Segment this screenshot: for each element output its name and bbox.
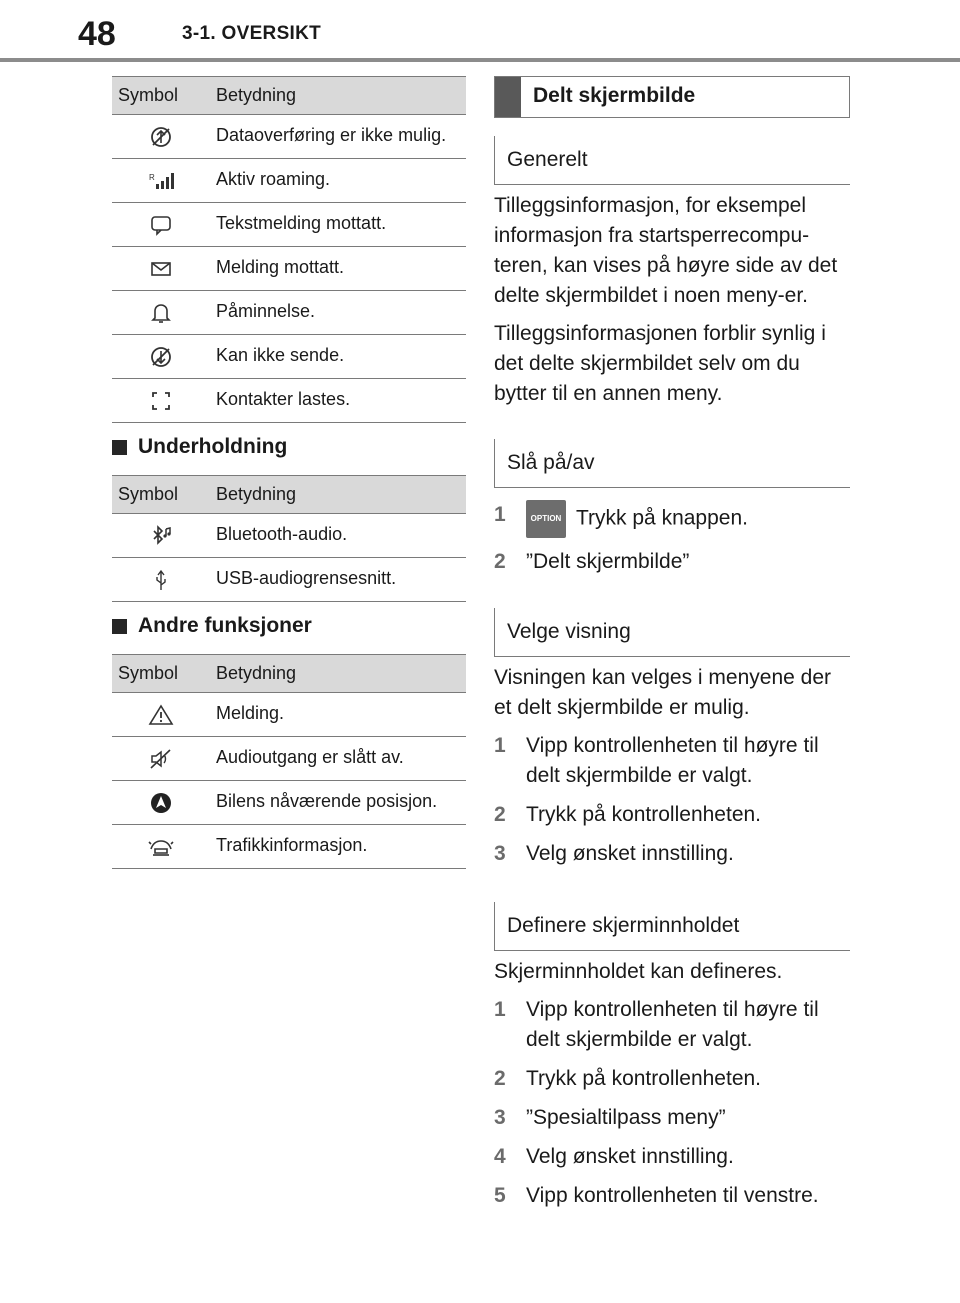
main-heading-split-screen <box>494 76 850 118</box>
step-item <box>494 500 850 538</box>
table-row <box>112 335 466 379</box>
row-meaning: Dataoverføring er ikke mulig. <box>210 115 466 159</box>
step-number: 3 <box>494 1106 506 1129</box>
step-number: 2 <box>494 1067 506 1090</box>
step-text: Vipp kontrollenheten til venstre. <box>526 1184 819 1207</box>
header-rule <box>0 58 960 62</box>
step-item <box>494 995 850 1055</box>
text-message-icon <box>112 203 210 247</box>
col-header-symbol: Symbol <box>112 476 210 514</box>
symbol-table-entertainment <box>112 475 466 602</box>
step-number: 1 <box>494 734 506 757</box>
row-meaning: Aktiv roaming. <box>210 159 466 203</box>
table-row <box>112 203 466 247</box>
paragraph: Tilleggsinformasjon, for eksempel informasjon fra startsperrecompu-teren, kan vises på høyre side av det delte skjermbildet i noen meny-er. <box>494 194 838 307</box>
step-text: Velg ønsket innstilling. <box>526 842 734 865</box>
step-number: 1 <box>494 503 506 526</box>
vehicle-position-icon <box>112 781 210 825</box>
roaming-signal-icon <box>112 159 210 203</box>
step-text: ”Spesialtilpass meny” <box>526 1106 726 1129</box>
row-meaning: Trafikkinformasjon. <box>210 825 466 869</box>
row-meaning: Melding mottatt. <box>210 247 466 291</box>
traffic-info-icon <box>112 825 210 869</box>
step-item <box>494 1142 850 1172</box>
square-bullet-icon <box>112 440 127 455</box>
section-title: 3-1. OVERSIKT <box>182 23 322 44</box>
step-item <box>494 547 850 577</box>
step-text: Vipp kontrollenheten til høyre til delt skjermbilde er valgt. <box>526 734 819 787</box>
row-meaning: Tekstmelding mottatt. <box>210 203 466 247</box>
heading-text: Underholdning <box>138 435 288 458</box>
heading-text: Delt skjermbilde <box>533 84 696 107</box>
symbol-table-communication <box>112 76 466 423</box>
row-meaning: Kontakter lastes. <box>210 379 466 423</box>
table-row <box>112 115 466 159</box>
paragraph: Visningen kan velges i menyene der et delt skjermbilde er mulig. <box>494 666 831 719</box>
svg-text:R: R <box>149 173 155 183</box>
row-meaning: Bluetooth-audio. <box>210 514 466 558</box>
row-meaning: Påminnelse. <box>210 291 466 335</box>
step-text: Trykk på kontrollenheten. <box>526 1067 762 1090</box>
bluetooth-audio-icon <box>112 514 210 558</box>
row-meaning: Audioutgang er slått av. <box>210 737 466 781</box>
step-number: 5 <box>494 1184 506 1207</box>
col-header-symbol: Symbol <box>112 77 210 115</box>
bell-icon <box>112 291 210 335</box>
paragraph: Skjerminnholdet kan defineres. <box>494 960 783 983</box>
warning-triangle-icon <box>112 693 210 737</box>
usb-icon <box>112 558 210 602</box>
step-text: Trykk på kontrollenheten. <box>526 803 762 826</box>
table-row <box>112 781 466 825</box>
table-row <box>112 379 466 423</box>
step-number: 1 <box>494 998 506 1021</box>
subsection-general: Generelt <box>494 136 850 185</box>
step-number: 2 <box>494 803 506 826</box>
row-meaning: Bilens nåværende posisjon. <box>210 781 466 825</box>
step-number: 4 <box>494 1145 506 1168</box>
step-text: Vipp kontrollenheten til høyre til delt skjermbilde er valgt. <box>526 998 819 1051</box>
step-text: Velg ønsket innstilling. <box>526 1145 734 1168</box>
col-header-meaning: Betydning <box>210 476 466 514</box>
speaker-muted-icon <box>112 737 210 781</box>
heading-entertainment <box>112 433 466 461</box>
table-row <box>112 558 466 602</box>
table-row <box>112 247 466 291</box>
table-row <box>112 825 466 869</box>
step-item <box>494 800 850 830</box>
left-column <box>112 76 466 869</box>
heading-other-functions <box>112 612 466 640</box>
square-bullet-icon <box>112 619 127 634</box>
col-header-meaning: Betydning <box>210 77 466 115</box>
table-row <box>112 159 466 203</box>
row-meaning: USB-audiogrensesnitt. <box>210 558 466 602</box>
step-item <box>494 839 850 869</box>
right-column <box>494 76 850 1220</box>
no-data-transfer-icon <box>112 115 210 159</box>
step-text: OPTION Trykk på knappen. <box>526 500 748 538</box>
table-row <box>112 693 466 737</box>
col-header-symbol: Symbol <box>112 655 210 693</box>
table-row <box>112 514 466 558</box>
step-item <box>494 1181 850 1211</box>
contacts-loading-icon <box>112 379 210 423</box>
cannot-send-icon <box>112 335 210 379</box>
step-item <box>494 1103 850 1133</box>
step-item <box>494 731 850 791</box>
table-row <box>112 737 466 781</box>
step-number: 3 <box>494 842 506 865</box>
step-number: 2 <box>494 550 506 573</box>
step-text: ”Delt skjermbilde” <box>526 550 690 573</box>
subsection-toggle: Slå på/av <box>494 439 850 488</box>
paragraph: Tilleggsinformasjonen forblir synlig i det delte skjermbildet selv om du bytter til en annen meny. <box>494 322 826 405</box>
heading-text: Andre funksjoner <box>138 614 312 637</box>
symbol-table-other <box>112 654 466 869</box>
subsection-select-view: Velge visning <box>494 608 850 657</box>
step-item <box>494 1064 850 1094</box>
row-meaning: Kan ikke sende. <box>210 335 466 379</box>
subsection-define-content: Definere skjerminnholdet <box>494 902 850 951</box>
row-meaning: Melding. <box>210 693 466 737</box>
col-header-meaning: Betydning <box>210 655 466 693</box>
envelope-icon <box>112 247 210 291</box>
heading-bar <box>495 77 521 117</box>
table-row <box>112 291 466 335</box>
option-button-icon: OPTION <box>526 500 566 538</box>
page-number: 48 <box>78 15 116 53</box>
